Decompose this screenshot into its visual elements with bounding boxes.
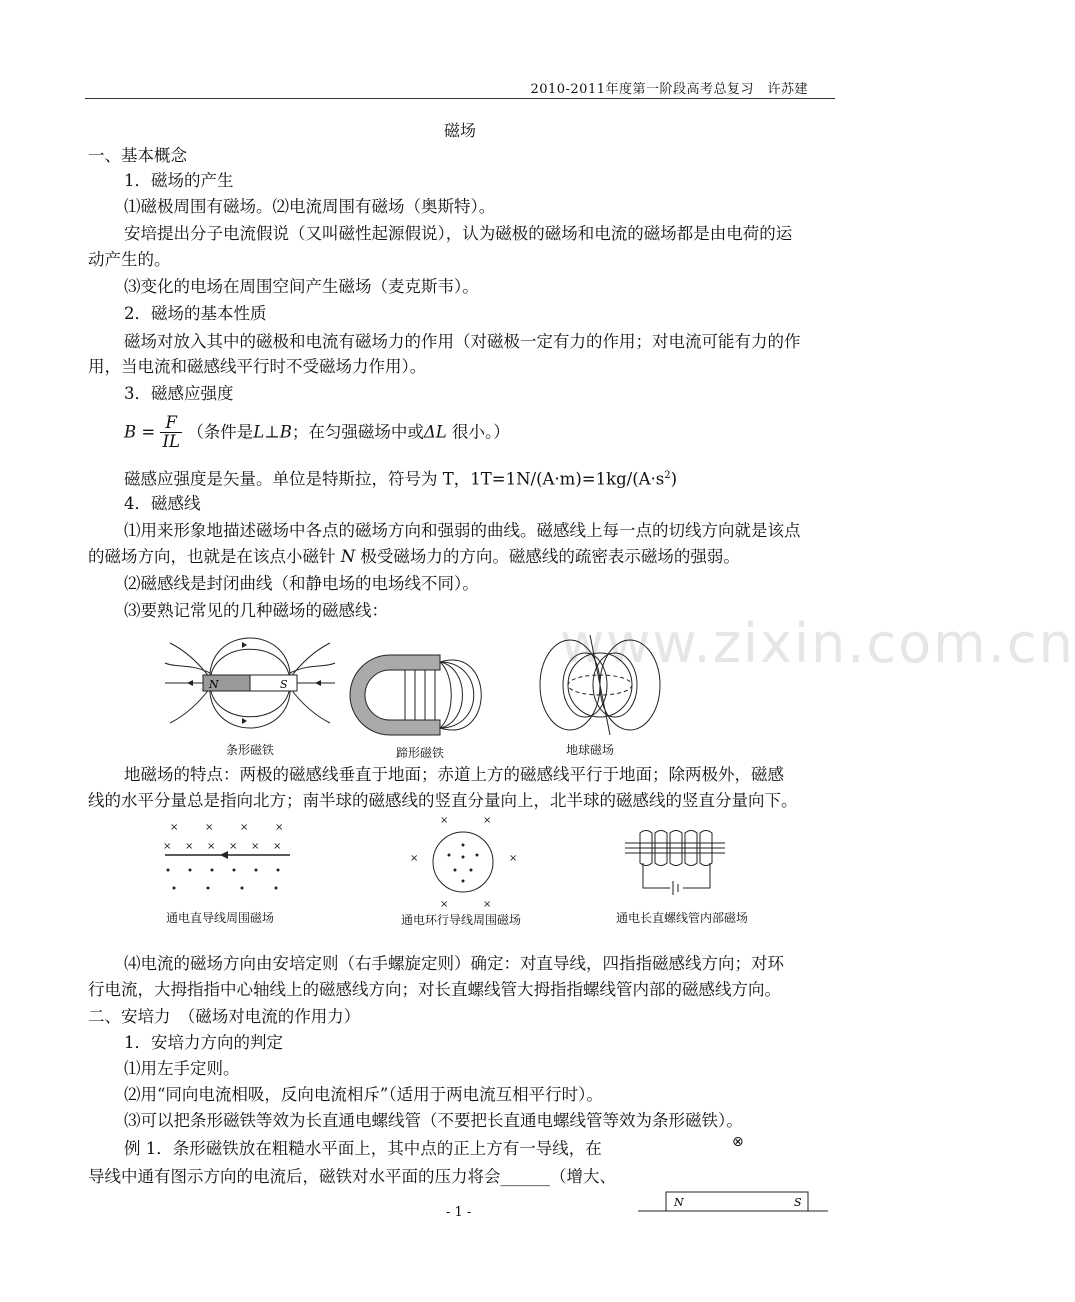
paragraph: ⑴磁极周围有磁场。⑵电流周围有磁场（奥斯特）。 xyxy=(124,197,496,216)
section-heading: 一、基本概念 xyxy=(88,146,187,165)
caption-ring-current: 通电环行导线周围磁场 xyxy=(401,913,522,927)
svg-text:×: × xyxy=(273,841,282,852)
caption-bar-magnet: 条形磁铁 xyxy=(226,743,275,757)
label-s: S xyxy=(280,678,288,691)
solenoid-diagram xyxy=(625,828,730,893)
page-title: 磁场 xyxy=(443,121,476,140)
fraction-denominator: IL xyxy=(162,432,180,451)
paragraph: 导线中通有图示方向的电流后，磁铁对水平面的压力将会______（增大、 xyxy=(88,1167,616,1186)
caption-straight-wire: 通电直导线周围磁场 xyxy=(166,911,275,925)
example-label-n: N xyxy=(674,1196,684,1209)
formula-lhs: B = xyxy=(124,422,156,442)
formula-condition: （条件是L⊥B；在匀强磁场中或ΔL 很小。） xyxy=(187,422,510,442)
example-magnet-diagram xyxy=(638,1190,828,1215)
current-into-page-icon: ⊗ xyxy=(732,1134,744,1150)
svg-text:×: × xyxy=(275,822,284,833)
page-header: 2010-2011年度第一阶段高考总复习 许苏建 xyxy=(530,82,808,97)
paragraph: ⑵用“同向电流相吸，反向电流相斥”（适用于两电流互相平行时）。 xyxy=(124,1085,603,1104)
paragraph: ⑴用左手定则。 xyxy=(124,1059,240,1078)
paragraph: ⑴用来形象地描述磁场中各点的磁场方向和强弱的曲线。磁感线上每一点的切线方向就是该点 xyxy=(124,521,801,540)
svg-text:×: × xyxy=(229,841,238,852)
paragraph: ⑶要熟记常见的几种磁场的磁感线： xyxy=(124,601,388,620)
svg-text:×: × xyxy=(509,853,518,864)
paragraph: 用，当电流和磁感线平行时不受磁场力作用）。 xyxy=(88,357,427,376)
subheading: 1．磁场的产生 xyxy=(124,171,234,190)
header-rule xyxy=(85,98,835,99)
svg-text:×: × xyxy=(410,853,419,864)
paragraph: 例 1．条形磁铁放在粗糙水平面上，其中点的正上方有一导线，在 xyxy=(124,1139,602,1158)
svg-text:×: × xyxy=(185,841,194,852)
label-n: N xyxy=(209,678,219,691)
formula xyxy=(124,414,510,451)
caption-horseshoe-magnet: 蹄形磁铁 xyxy=(396,746,445,760)
svg-text:×: × xyxy=(205,822,214,833)
caption-earth-field: 地球磁场 xyxy=(566,743,615,757)
ring-current-diagram xyxy=(405,815,525,910)
straight-wire-diagram xyxy=(160,820,295,900)
subheading: 3．磁感应强度 xyxy=(124,384,234,403)
svg-text:×: × xyxy=(170,822,179,833)
paragraph: ⑶变化的电场在周围空间产生磁场（麦克斯韦）。 xyxy=(124,277,479,296)
paragraph: 行电流，大拇指指中心轴线上的磁感线方向；对长直螺线管大拇指指螺线管内部的磁感线方向。 xyxy=(88,980,781,999)
svg-text:×: × xyxy=(440,899,449,910)
page-number: - 1 - xyxy=(446,1205,472,1220)
paragraph: 动产生的。 xyxy=(88,250,171,269)
subheading: 2．磁场的基本性质 xyxy=(124,304,267,323)
paragraph: ⑶可以把条形磁铁等效为长直通电螺线管（不要把长直通电螺线管等效为条形磁铁）。 xyxy=(124,1111,743,1130)
caption-solenoid: 通电长直螺线管内部磁场 xyxy=(616,911,749,925)
paragraph: ⑷电流的磁场方向由安培定则（右手螺旋定则）确定：对直导线，四指指磁感线方向；对环 xyxy=(124,954,784,973)
paragraph: 磁场对放入其中的磁极和电流有磁场力的作用（对磁极一定有力的作用；对电流可能有力的作 xyxy=(124,332,801,351)
paragraph: 线的水平分量总是指向北方；南半球的磁感线的竖直分量向上，北半球的磁感线的竖直分量向下。 xyxy=(88,791,798,810)
fraction-numerator: F xyxy=(160,414,181,433)
example-label-s: S xyxy=(794,1196,802,1209)
svg-text:×: × xyxy=(207,841,216,852)
paragraph: ⑵磁感线是封闭曲线（和静电场的电场线不同）。 xyxy=(124,574,479,593)
paragraph: 安培提出分子电流假说（又叫磁性起源假说），认为磁极的磁场和电流的磁场都是由电荷的运 xyxy=(124,224,793,243)
svg-text:×: × xyxy=(240,822,249,833)
subheading: 4．磁感线 xyxy=(124,494,201,513)
section-heading: 二、安培力 （磁场对电流的作用力） xyxy=(88,1007,361,1026)
earth-field-diagram xyxy=(530,630,670,740)
svg-text:×: × xyxy=(483,815,492,826)
watermark: www.zixin.com.cn xyxy=(560,612,1075,675)
paragraph: 地磁场的特点：两极的磁感线垂直于地面；赤道上方的磁感线平行于地面；除两极外，磁感 xyxy=(124,765,784,784)
svg-text:×: × xyxy=(483,899,492,910)
bar-magnet-diagram xyxy=(165,628,335,738)
fraction xyxy=(160,414,181,451)
paragraph: 磁感应强度是矢量。单位是特斯拉，符号为 T，$1T=1N/(A\cdot m)=1kg/(A\cdot s^2)$ xyxy=(124,469,678,489)
subheading: 1．安培力方向的判定 xyxy=(124,1033,283,1052)
horseshoe-magnet-diagram xyxy=(355,640,495,745)
svg-text:×: × xyxy=(163,841,172,852)
paragraph: 的磁场方向，也就是在该点小磁针 N 极受磁场力的方向。磁感线的疏密表示磁场的强弱。 xyxy=(88,547,740,566)
svg-text:×: × xyxy=(251,841,260,852)
svg-text:×: × xyxy=(440,815,449,826)
